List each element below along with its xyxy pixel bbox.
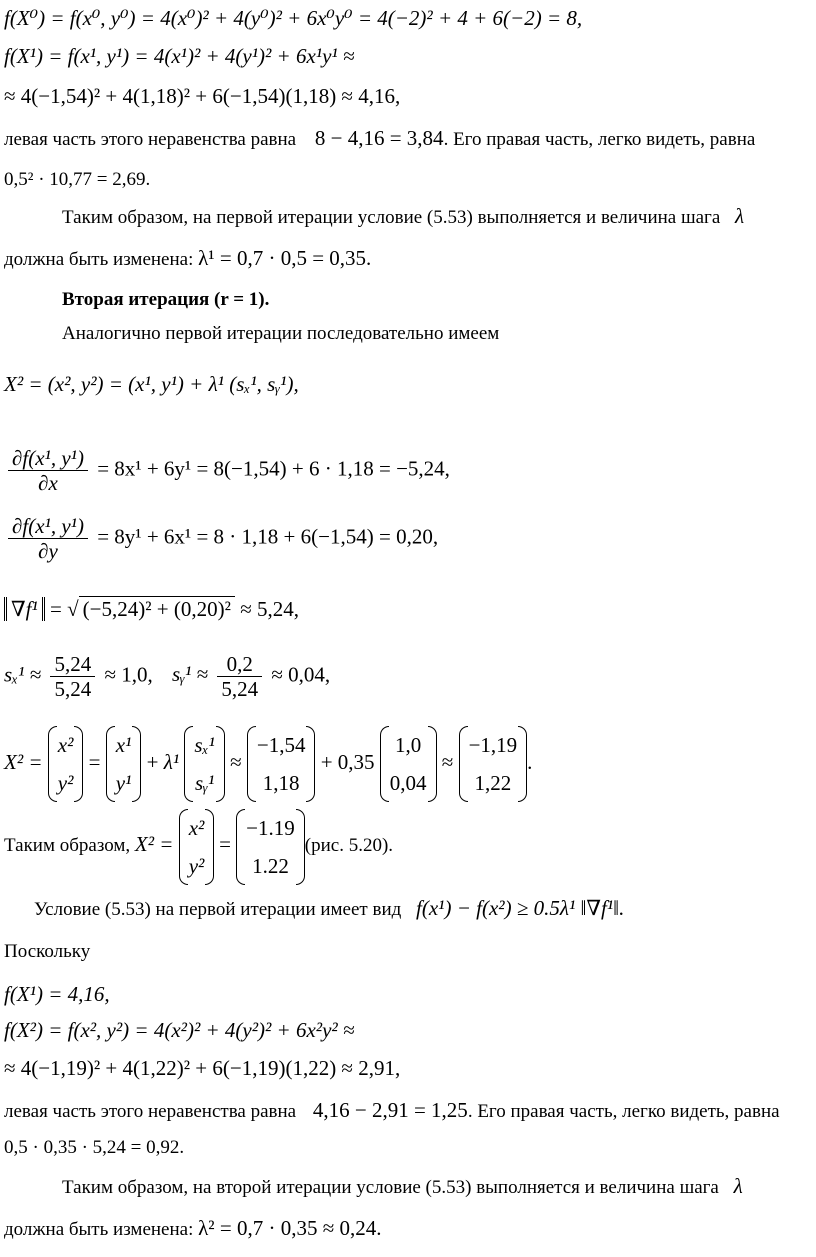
fraction-denominator: ∂x <box>38 471 58 495</box>
text-step-change-label: должна быть изменена: <box>4 249 194 270</box>
matrix-cell: 1,18 <box>262 771 300 796</box>
equation-f-x1-value: ≈ 4(−1,54)² + 4(1,18)² + 6(−1,54)(1,18) ≈ 4,16, <box>4 84 401 108</box>
s-y-result: ≈ 0,04, <box>271 662 331 687</box>
gradient-result: ≈ 5,24, <box>240 597 299 621</box>
coefficient-lambda: + 0,35 <box>320 750 375 774</box>
fraction-s-x <box>50 652 95 701</box>
heading-second-iteration: Вторая итерация (r = 1). <box>62 289 270 310</box>
matrix-x1-values <box>247 726 316 802</box>
partial-x-rhs: = 8x¹ + 6y¹ = 8(−1,54) + 6 · 1,18 = −5,24, <box>97 456 450 481</box>
s-x-result: ≈ 1,0, <box>104 662 153 687</box>
matrix-cell: 1.22 <box>252 853 289 878</box>
matrix-cell: 0,04 <box>389 771 427 796</box>
fraction-numerator: 5,24 <box>50 652 95 677</box>
s-y-label: sᵧ¹ ≈ <box>172 662 209 687</box>
equation-partial-y <box>4 514 438 563</box>
fraction-denominator: ∂y <box>38 539 58 563</box>
text-step-change-2 <box>4 1216 381 1242</box>
text-left-part-2 <box>4 1098 780 1124</box>
matrix-cell: −1.19 <box>246 815 295 840</box>
fraction-denominator: 5,24 <box>54 677 92 701</box>
text-conclusion-1-body: Таким образом, на первой итерации условие (5.53) выполняется и величина шага <box>62 207 721 228</box>
equation-left-part: 8 − 4,16 = 3,84 <box>314 126 444 150</box>
matrix-x1: x¹ y¹ <box>106 726 142 802</box>
fraction-partial-y <box>8 514 88 563</box>
fraction-numerator: ∂f(x¹, y¹) <box>8 446 88 471</box>
matrix-cell: 1,22 <box>474 771 512 796</box>
text-conclusion-2-body: Таким образом, на второй итерации условие (5.53) выполняется и величина шага <box>62 1177 719 1198</box>
equation-f-x2: f(X²) = f(x², y²) = 4(x²)² + 4(y²)² + 6x²y² ≈ <box>4 1018 355 1042</box>
symbol-lambda: λ <box>733 1174 743 1198</box>
equation-left-part-2: 4,16 − 2,91 = 1,25 <box>312 1098 468 1122</box>
partial-y-rhs: = 8y¹ + 6x¹ = 8 · 1,18 + 6(−1,54) = 0,20, <box>97 524 439 549</box>
equation-gradient-norm: ∇f¹ = √ (−5,24)² + (0,20)² ≈ 5,24, <box>4 596 299 621</box>
matrix-s-values <box>380 726 437 802</box>
text-step-change-1 <box>4 246 371 272</box>
s-x-label: sₓ¹ ≈ <box>4 662 42 687</box>
text-result-label: Таким образом, <box>4 835 131 856</box>
matrix-x2-result <box>236 809 305 885</box>
text-right-part-value-2: 0,5 · 0,35 · 5,24 = 0,92. <box>4 1137 185 1158</box>
figure-reference: (рис. 5.20). <box>304 835 394 856</box>
equation-partial-x <box>4 446 450 495</box>
fraction-numerator: ∂f(x¹, y¹) <box>8 514 88 539</box>
sqrt-radicand: (−5,24)² + (0,20)² <box>79 596 235 621</box>
matrix-cell: 1,0 <box>395 733 422 758</box>
matrix-x2-values <box>459 726 528 802</box>
fraction-denominator: 5,24 <box>221 677 259 701</box>
text-since: Поскольку <box>4 941 91 962</box>
text-condition <box>34 896 624 922</box>
text-left-part-label: левая часть этого неравенства равна <box>4 129 297 150</box>
matrix-x2-symbol: x² y² <box>179 809 215 885</box>
text-right-part-label: . Его правая часть, легко видеть, равна <box>443 129 756 150</box>
fraction-partial-x <box>8 446 88 495</box>
equation-s-components <box>4 652 330 701</box>
matrix-s1: sₓ¹ sᵧ¹ <box>184 726 224 802</box>
text-conclusion-2 <box>62 1174 743 1200</box>
equation-x2-computation: X² = x² y² = x¹ y¹ + λ¹ sₓ¹ sᵧ¹ ≈ −1,54 1,18 + 0,35 1,0 0,04 ≈ −1,19 1,22 . <box>4 722 532 802</box>
text-left-part-1 <box>4 126 755 152</box>
equation-lambda1: λ¹ = 0,7 · 0,5 = 0,35. <box>198 246 372 270</box>
equation-x2-vector: X² = (x², y²) = (x¹, y¹) + λ¹ (sₓ¹, sᵧ¹), <box>4 372 299 396</box>
gradient-norm: ∇f¹ <box>4 597 45 621</box>
equation-lambda2: λ² = 0,7 · 0,35 ≈ 0,24. <box>198 1216 382 1240</box>
matrix-x2: x² y² <box>48 726 84 802</box>
text-step-change-label: должна быть изменена: <box>4 1219 194 1240</box>
symbol-lambda: λ <box>735 204 745 228</box>
matrix-cell: −1,54 <box>256 733 306 758</box>
equation-f-x0: f(X⁰) = f(x⁰, y⁰) = 4(x⁰)² + 4(y⁰)² + 6x⁰y⁰ = 4(−2)² + 4 + 6(−2) = 8, <box>4 6 583 30</box>
fraction-numerator: 0,2 <box>217 652 262 677</box>
text-condition-label: Условие (5.53) на первой итерации имеет вид <box>34 899 402 920</box>
equation-f-x2-value: ≈ 4(−1,19)² + 4(1,22)² + 6(−1,19)(1,22) ≈ 2,91, <box>4 1056 401 1080</box>
text-conclusion-1 <box>62 204 744 230</box>
equation-condition: f(x¹) − f(x²) ≥ 0.5λ¹ ‖∇f¹‖. <box>416 896 625 920</box>
text-left-part-label: левая часть этого неравенства равна <box>4 1101 297 1122</box>
text-right-part-value: 0,5² · 10,77 = 2,69. <box>4 169 151 190</box>
text-analogous: Аналогично первой итерации последовательно имеем <box>62 323 500 344</box>
fraction-s-y <box>217 652 262 701</box>
text-right-part-label: . Его правая часть, легко видеть, равна <box>467 1101 780 1122</box>
text-result-x2: Таким образом, X² = x² y² = −1.19 1.22 (рис. 5.20). <box>4 806 393 882</box>
matrix-cell: −1,19 <box>468 733 518 758</box>
equation-f-x1: f(X¹) = f(x¹, y¹) = 4(x¹)² + 4(y¹)² + 6x¹y¹ ≈ <box>4 44 355 68</box>
equation-f-x1-short: f(X¹) = 4,16, <box>4 982 110 1006</box>
